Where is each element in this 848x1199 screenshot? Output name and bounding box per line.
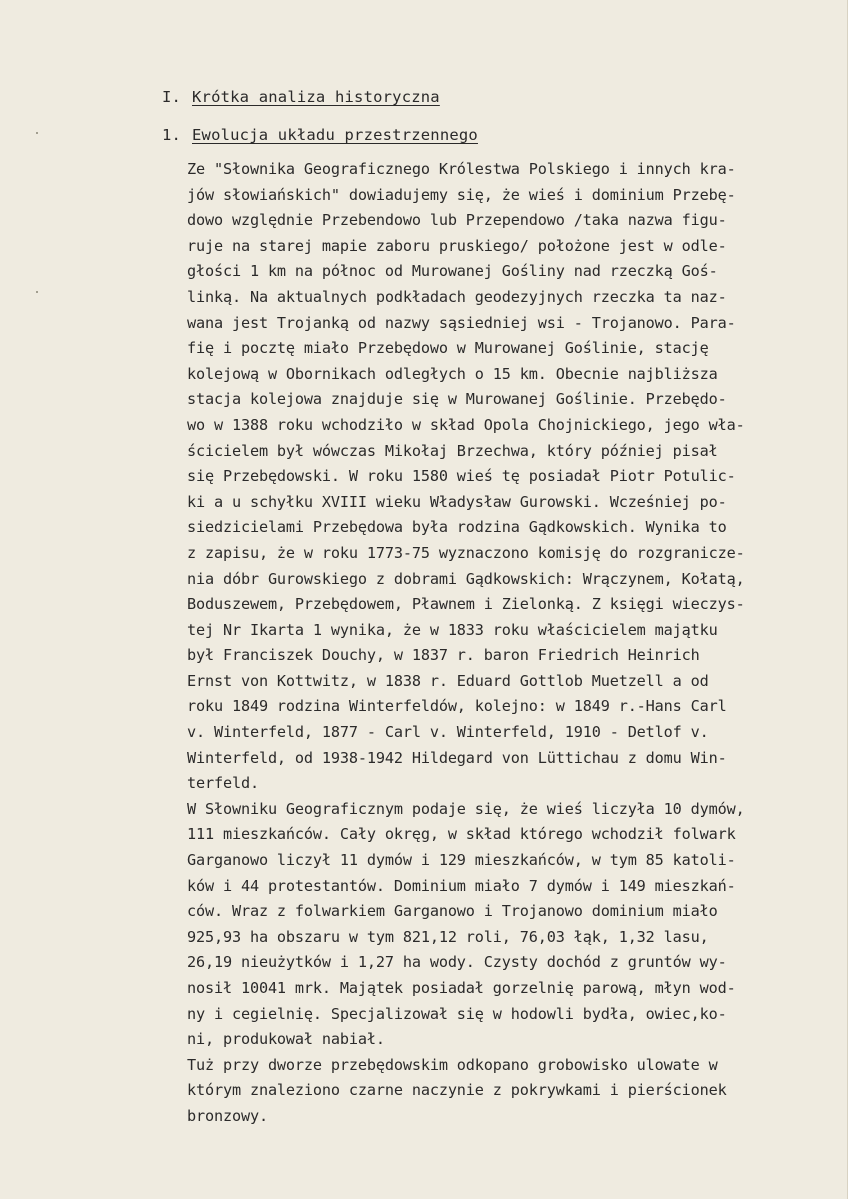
subsection-title: Ewolucja układu przestrzennego — [192, 126, 478, 144]
paragraph-line: dowo względnie Przebendowo lub Przependowo /taka nazwa figu- — [187, 211, 727, 230]
paragraph-line: jów słowiańskich" dowiadujemy się, że wieś i dominium Przebę- — [187, 185, 736, 204]
paragraph-line: wo w 1388 roku wchodziło w skład Opola Chojnickiego, jego wła- — [187, 415, 745, 434]
paragraph-line: siedzicielami Przebędowa była rodzina Gądkowskich. Wynika to — [187, 518, 727, 537]
paragraph-line: linką. Na aktualnych podkładach geodezyjnych rzeczka ta naz- — [187, 287, 727, 306]
margin-speck — [36, 132, 38, 134]
document-body — [187, 157, 837, 1130]
paragraph-line: wana jest Trojanką od nazwy sąsiedniej wsi - Trojanowo. Para- — [187, 313, 736, 332]
subsection-number: 1. — [162, 126, 182, 144]
paragraph-line: fię i pocztę miało Przebędowo w Murowanej Goślinie, stację — [187, 339, 709, 358]
paragraph-line: 925,93 ha obszaru w tym 821,12 roli, 76,03 łąk, 1,32 lasu, — [187, 927, 709, 946]
section-heading — [162, 88, 440, 106]
paragraph-line: ki a u schyłku XVIII wieku Władysław Gurowski. Wcześniej po- — [187, 492, 727, 511]
paragraph-line: ców. Wraz z folwarkiem Garganowo i Trojanowo dominium miało — [187, 902, 718, 921]
margin-speck — [36, 291, 38, 293]
paragraph-line: nia dóbr Gurowskiego z dobrami Gądkowskich: Wrączynem, Kołatą, — [187, 569, 745, 588]
paragraph-line: Boduszewem, Przebędowem, Pławnem i Zielonką. Z księgi wieczys- — [187, 595, 745, 614]
paragraph-line: się Przebędowski. W roku 1580 wieś tę posiadał Piotr Potulic- — [187, 467, 736, 486]
section-title: Krótka analiza historyczna — [192, 88, 440, 106]
paragraph-line: był Franciszek Douchy, w 1837 r. baron Friedrich Heinrich — [187, 646, 700, 665]
paragraph-line: z zapisu, że w roku 1773-75 wyznaczono komisję do rozgranicze- — [187, 543, 745, 562]
paragraph-line: Ze "Słownika Geograficznego Królestwa Polskiego i innych kra- — [187, 160, 736, 178]
paragraph-line: ruje na starej mapie zaboru pruskiego/ położone jest w odle- — [187, 236, 727, 255]
paragraph-line: terfeld. — [187, 774, 259, 793]
paragraph-line: Garganowo liczył 11 dymów i 129 mieszkańców, w tym 85 katoli- — [187, 851, 736, 870]
paragraph-line: Tuż przy dworze przebędowskim odkopano grobowisko ulowate w — [187, 1055, 718, 1074]
paragraph-line: 111 mieszkańców. Cały okręg, w skład którego wchodził folwark — [187, 825, 736, 844]
paragraph-line: tej Nr Ikarta 1 wynika, że w 1833 roku właścicielem majątku — [187, 620, 718, 639]
paragraph-line: Winterfeld, od 1938-1942 Hildegard von Lüttichau z domu Win- — [187, 748, 727, 767]
paragraph-line: 26,19 nieużytków i 1,27 ha wody. Czysty dochód z gruntów wy- — [187, 953, 727, 972]
paragraph-line: którym znaleziono czarne naczynie z pokrywkami i pierścionek — [187, 1081, 727, 1100]
paragraph-line: głości 1 km na północ od Murowanej Gośliny nad rzeczką Goś- — [187, 262, 718, 281]
paragraph-line: v. Winterfeld, 1877 - Carl v. Winterfeld, 1910 - Detlof v. — [187, 723, 709, 742]
paragraph-line: ny i cegielnię. Specjalizował się w hodowli bydła, owiec,ko- — [187, 1004, 727, 1023]
paragraph-line: roku 1849 rodzina Winterfeldów, kolejno: w 1849 r.-Hans Carl — [187, 697, 727, 716]
subsection-heading — [162, 126, 478, 144]
paragraph-line: stacja kolejowa znajduje się w Murowanej Goślinie. Przebędo- — [187, 390, 727, 409]
paragraph-line: W Słowniku Geograficznym podaje się, że wieś liczyła 10 dymów, — [187, 799, 745, 818]
paragraph-line: ni, produkował nabiał. — [187, 1030, 385, 1049]
paragraph-line: ków i 44 protestantów. Dominium miało 7 dymów i 149 mieszkań- — [187, 876, 736, 895]
paragraph-line: nosił 10041 mrk. Majątek posiadał gorzelnię parową, młyn wod- — [187, 979, 736, 997]
paragraph-line: kolejową w Obornikach odległych o 15 km. Obecnie najbliższa — [187, 364, 718, 383]
paragraph-line: Ernst von Kottwitz, w 1838 r. Eduard Gottlob Muetzell a od — [187, 671, 709, 690]
section-number: I. — [162, 88, 182, 106]
paragraph-line: ścicielem był wówczas Mikołaj Brzechwa, który później pisał — [187, 441, 718, 460]
paragraph-line: bronzowy. — [187, 1106, 268, 1125]
